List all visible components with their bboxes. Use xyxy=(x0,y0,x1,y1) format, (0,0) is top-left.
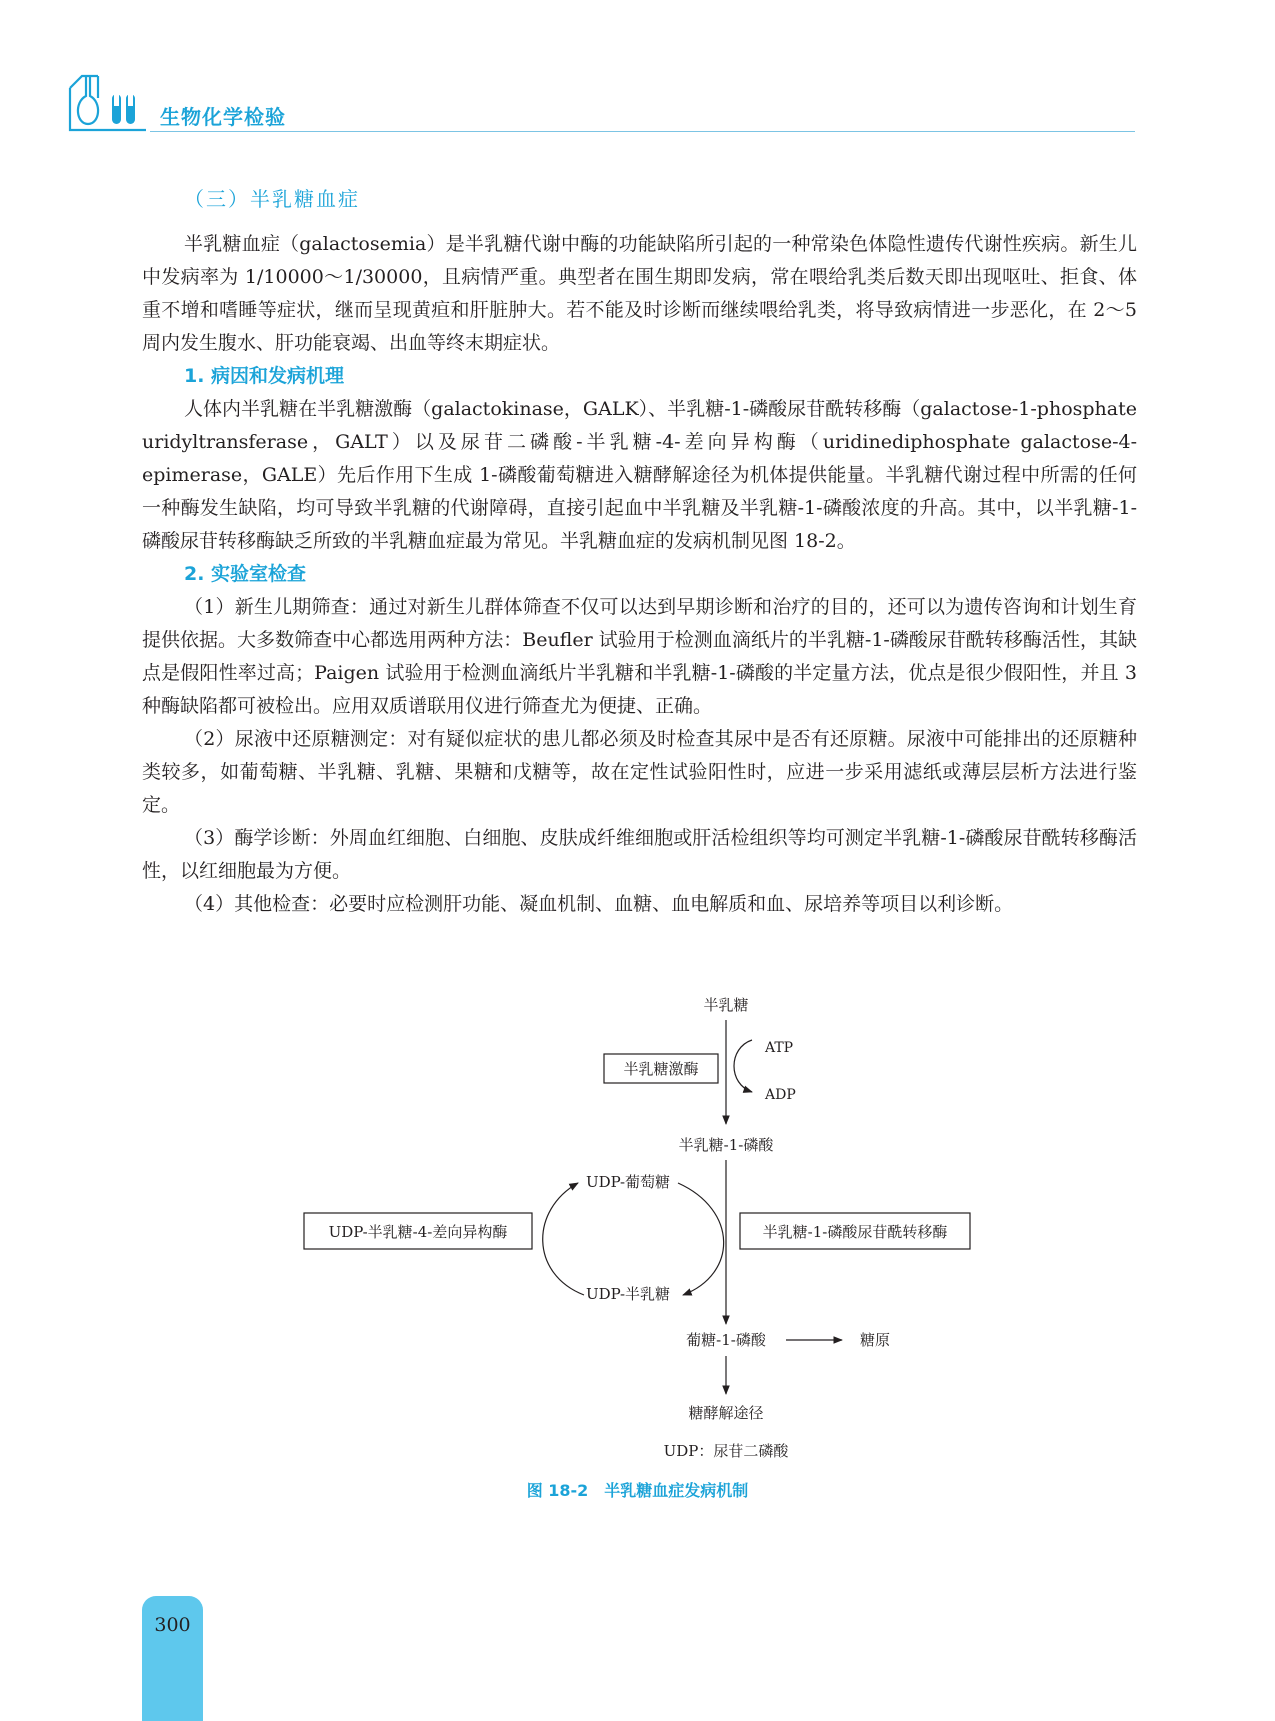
gale-curve xyxy=(543,1183,584,1295)
etiology-paragraph: 人体内半乳糖在半乳糖激酶（galactokinase，GALK）、半乳糖-1-磷酸尿苷酰转移酶（galactose-1-phosphate uridyltransferase，GALT）以及尿苷二磷酸-半乳糖-4-差向异构酶（uridinediphosphate galactose-4-epimerase，GALE）先后作用下生成 1-磷酸葡萄糖进入糖酵解途径为机体提供能量。半乳糖代谢过程中所需的任何一种酶发生缺陷，均可导致半乳糖的代谢障碍，直接引起血中半乳糖及半乳糖-1-磷酸浓度的升高。其中，以半乳糖-1-磷酸尿苷转移酶缺乏所致的半乳糖血症最为常见。半乳糖血症的发病机制见图 18-2。 xyxy=(142,398,1137,552)
node-galt: 半乳糖-1-磷酸尿苷酰转移酶 xyxy=(762,1223,948,1241)
lab-test-item-3: （3）酶学诊断：外周血红细胞、白细胞、皮肤成纤维细胞或肝活检组织等均可测定半乳糖-1-磷酸尿苷酰转移酶活性，以红细胞最为方便。 xyxy=(142,827,1137,882)
galt-curve xyxy=(678,1183,724,1295)
subheading-etiology: 1. 病因和发病机理 xyxy=(184,365,345,387)
node-glycogen: 糖原 xyxy=(860,1331,891,1349)
node-atp: ATP xyxy=(765,1040,794,1056)
section-title: （三）半乳糖血症 xyxy=(184,187,360,211)
node-galactose: 半乳糖 xyxy=(703,996,749,1014)
node-gal1p: 半乳糖-1-磷酸 xyxy=(678,1136,774,1154)
subheading-lab-tests: 2. 实验室检查 xyxy=(184,563,307,585)
node-galk: 半乳糖激酶 xyxy=(623,1060,699,1078)
node-adp: ADP xyxy=(765,1087,796,1103)
node-gale: UDP-半乳糖-4-差向异构酶 xyxy=(328,1223,508,1241)
book-title: 生物化学检验 xyxy=(160,105,286,129)
atp-adp-curve xyxy=(734,1040,752,1092)
node-udp-glc: UDP-葡萄糖 xyxy=(586,1173,671,1191)
lab-test-item-2: （2）尿液中还原糖测定：对有疑似症状的患儿都必须及时检查其尿中是否有还原糖。尿液中可能排出的还原糖种类较多，如葡萄糖、半乳糖、乳糖、果糖和戊糖等，故在定性试验阳性时，应进一步采用滤纸或薄层层析方法进行鉴定。 xyxy=(142,728,1137,816)
node-glycolysis: 糖酵解途径 xyxy=(688,1404,764,1422)
node-glc1p: 葡糖-1-磷酸 xyxy=(686,1331,766,1349)
lab-test-item-4: （4）其他检查：必要时应检测肝功能、凝血机制、血糖、血电解质和血、尿培养等项目以利诊断。 xyxy=(184,893,1014,915)
node-udp-gal: UDP-半乳糖 xyxy=(586,1285,671,1303)
lab-test-item-1: （1）新生儿期筛查：通过对新生儿群体筛查不仅可以达到早期诊断和治疗的目的，还可以为遗传咨询和计划生育提供依据。大多数筛查中心都选用两种方法：Beufler 试验用于检测血滴纸片的半乳糖-1-磷酸尿苷酰转移酶活性，其缺点是假阳性率过高；Paigen 试验用于检测血滴纸片半乳糖和半乳糖-1-磷酸的半定量方法，优点是很少假阳性，并且 3 种酶缺陷都可被检出。应用双质谱联用仪进行筛查尤为便捷、正确。 xyxy=(142,596,1137,717)
figure-note: UDP：尿苷二磷酸 xyxy=(663,1442,789,1460)
figure-caption: 图 18-2 半乳糖血症发病机制 xyxy=(526,1481,749,1500)
page-number: 300 xyxy=(154,1614,191,1636)
intro-paragraph: 半乳糖血症（galactosemia）是半乳糖代谢中酶的功能缺陷所引起的一种常染色体隐性遗传代谢性疾病。新生儿中发病率为 1/10000～1/30000，且病情严重。典型者在围生期即发病，常在喂给乳类后数天即出现呕吐、拒食、体重不增和嗜睡等症状，继而呈现黄疸和肝脏肿大。若不能及时诊断而继续喂给乳类，将导致病情进一步恶化，在 2～5 周内发生腹水、肝功能衰竭、出血等终末期症状。 xyxy=(142,233,1137,354)
